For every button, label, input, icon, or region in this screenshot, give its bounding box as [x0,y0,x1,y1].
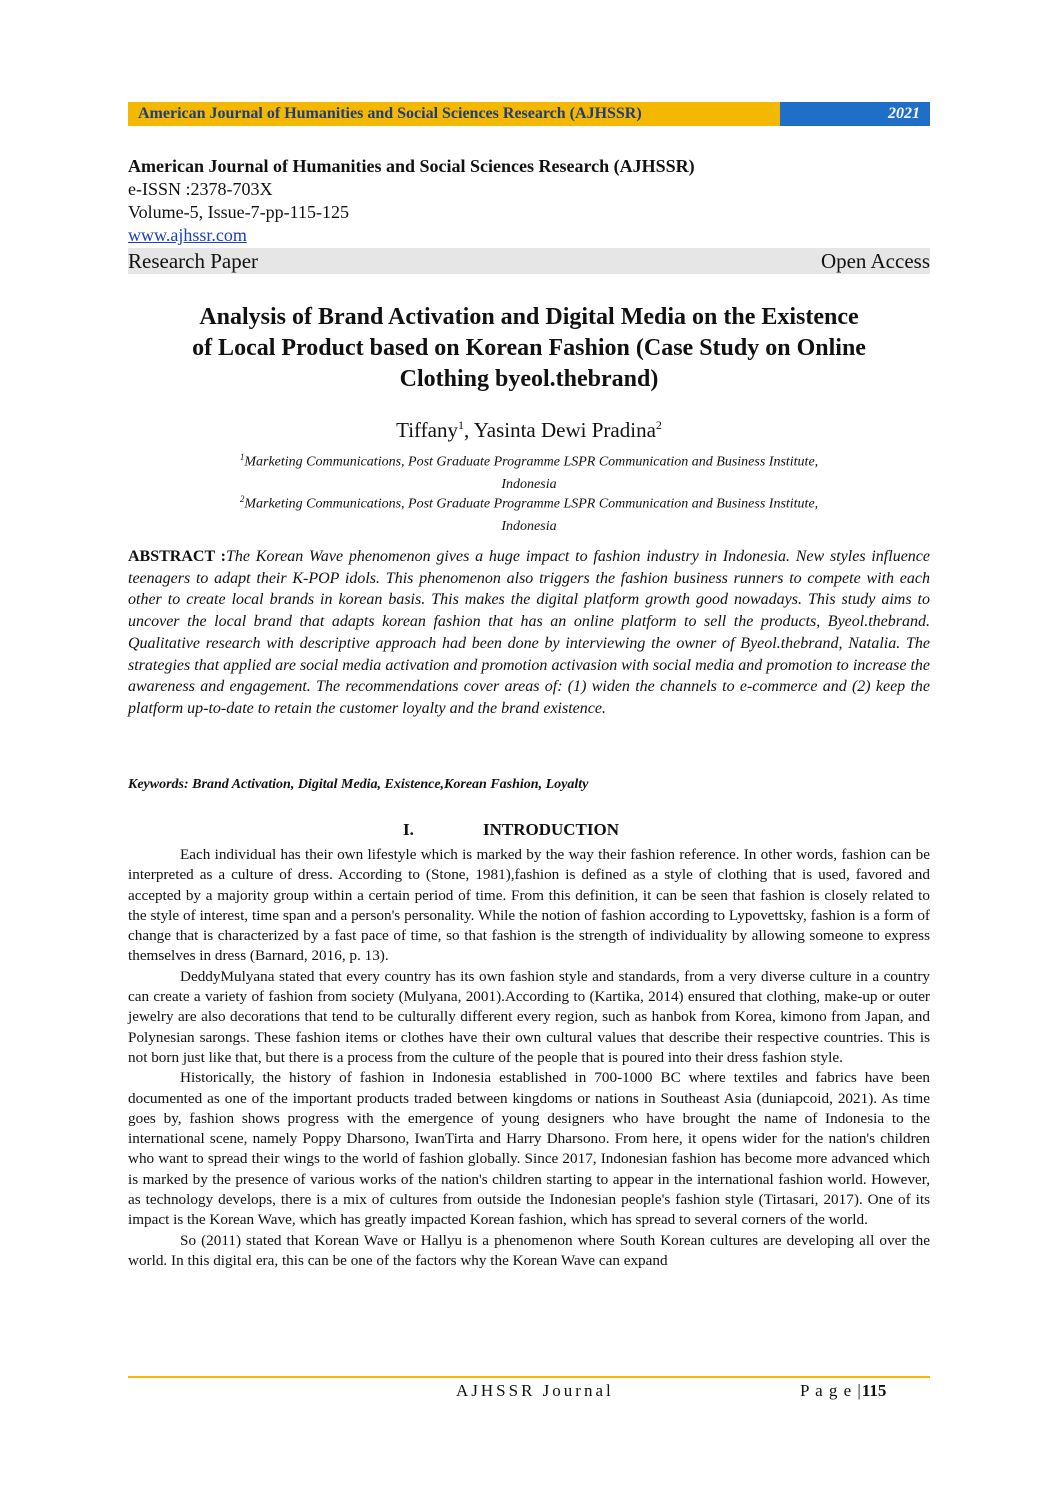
affiliation-text: Marketing Communications, Post Graduate Programme LSPR Communication and Business Institute, [244,496,819,512]
journal-name: American Journal of Humanities and Social Sciences Research (AJHSSR) [128,156,695,176]
keywords: Keywords: Brand Activation, Digital Media, Existence,Korean Fashion, Loyalty [128,777,589,792]
volume-issue: Volume-5, Issue-7-pp-115-125 [128,202,349,222]
header-journal-name: American Journal of Humanities and Social Sciences Research (AJHSSR) [128,102,780,126]
footer-divider [128,1376,930,1378]
author-affiliation-marker: 2 [655,418,662,432]
paper-title [128,302,930,395]
author-name: Yasinta Dewi Pradina [473,418,656,442]
paragraph: Each individual has their own lifestyle which is marked by the way their fashion reference. In other words, fashion can be interpreted as a culture of dress. According to (Stone, 1981),fashion is defined as a style of clothing that is used, favored and accepted by a majority group within a certain period of time. From this definition, it can be seen that fashion is closely related to the style of interest, time span and a person's personality. While the notion of fashion according to Lypovettsky, fashion is a form of change that is characterized by a fast pace of time, so that fashion is the strength of individuality by allowing someone to express themselves in dress (Barnard, 2016, p. 13). [128,846,930,965]
journal-website-link[interactable]: www.ajhssr.com [128,225,247,245]
author-name: Tiffany [396,418,458,442]
title-line: of Local Product based on Korean Fashion (Case Study on Online [192,335,866,361]
author-separator: , [463,418,474,442]
access-type: Open Access [820,249,930,273]
affiliation-country: Indonesia [501,476,557,492]
affiliation [128,488,930,538]
section-title: INTRODUCTION [483,820,620,839]
affiliation-text: Marketing Communications, Post Graduate Programme LSPR Communication and Business Institute, [244,454,819,470]
title-line: Analysis of Brand Activation and Digital Media on the Existence [199,304,859,330]
page-number-value: 115 [861,1381,887,1400]
page-label: P a g e | [800,1381,862,1400]
author-list [128,418,930,443]
author-affiliation-marker: 1 [457,418,464,432]
issn: e-ISSN :2378-703X [128,179,273,199]
section-number: I. [403,820,414,839]
paper-type-bar [128,248,930,274]
affiliation-marker: 2 [239,494,245,504]
journal-meta [128,155,930,274]
paragraph: DeddyMulyana stated that every country has its own fashion style and standards, from a very diverse culture in a country can create a variety of fashion from society (Mulyana, 2001).According to (Kartika, 2014) ensured that clothing, make-up or outer jewelry are also decorations that tend to be culturally different every region, such as hanbok from Korea, kimono from Japan, and Polynesian sarongs. These fashion items or clothes have their own cultural values that describe their respective countries. This is not born just like that, but there is a process from the culture of the people that is poured into their dress fashion style. [128,967,930,1066]
header-year: 2021 [780,102,930,126]
affiliation-marker: 1 [239,452,245,462]
paragraph: Historically, the history of fashion in Indonesia established in 700-1000 BC where textiles and fabrics have been documented as one of the important products traded between kingdoms or nations in Southeast Asia (duniapcoid, 2021). As time goes by, fashion shows progress with the emergence of young designers who have brought the name of Indonesia to the international scene, namely Poppy Dharsono, IwanTirta and Harry Dharsono. From here, it opens wider for the nation's children who want to spread their wings to the world of fashion globally. Since 2017, Indonesian fashion has become more advanced which is marked by the presence of various works of the nation's children starting to appear in the international fashion world. However, as technology develops, there is a mix of cultures from outside the Indonesian people's fashion style (Tirtasari, 2017). One of its impact is the Korean Wave, which has greatly impacted Korean fashion, which has spread to several corners of the world. [128,1069,930,1229]
body-text [128,845,930,1271]
footer-journal: AJHSSR Journal [456,1381,614,1400]
page-number [800,1381,886,1401]
abstract [128,546,930,720]
paper-type: Research Paper [128,249,259,273]
abstract-text: The Korean Wave phenomenon gives a huge impact to fashion industry in Indonesia. New styles influence teenagers to adapt their K-POP idols. This phenomenon also triggers the fashion business runners to compete with each other to create local brands in korean basis. This makes the digital platform growth good nowadays. This study aims to uncover the local brand that adapts korean fashion that has an online platform to sell the products, Byeol.thebrand. Qualitative research with descriptive approach had been done by interviewing the owner of Byeol.thebrand, Natalia. The strategies that applied are social media activation and promotion activasion with social media and promotion to increase the awareness and engagement. The recommendations cover areas of: (1) widen the channels to e-commerce and (2) keep the platform up-to-date to retain the customer loyalty and the brand existence. [128,548,931,717]
abstract-label: ABSTRACT : [128,548,226,565]
paragraph: So (2011) stated that Korean Wave or Hallyu is a phenomenon where South Korean cultures are developing all over the world. In this digital era, this can be one of the factors why the Korean Wave can expand [128,1231,930,1269]
title-line: Clothing byeol.thebrand) [399,366,659,392]
journal-header-banner [128,102,930,126]
affiliation-country: Indonesia [501,518,557,534]
